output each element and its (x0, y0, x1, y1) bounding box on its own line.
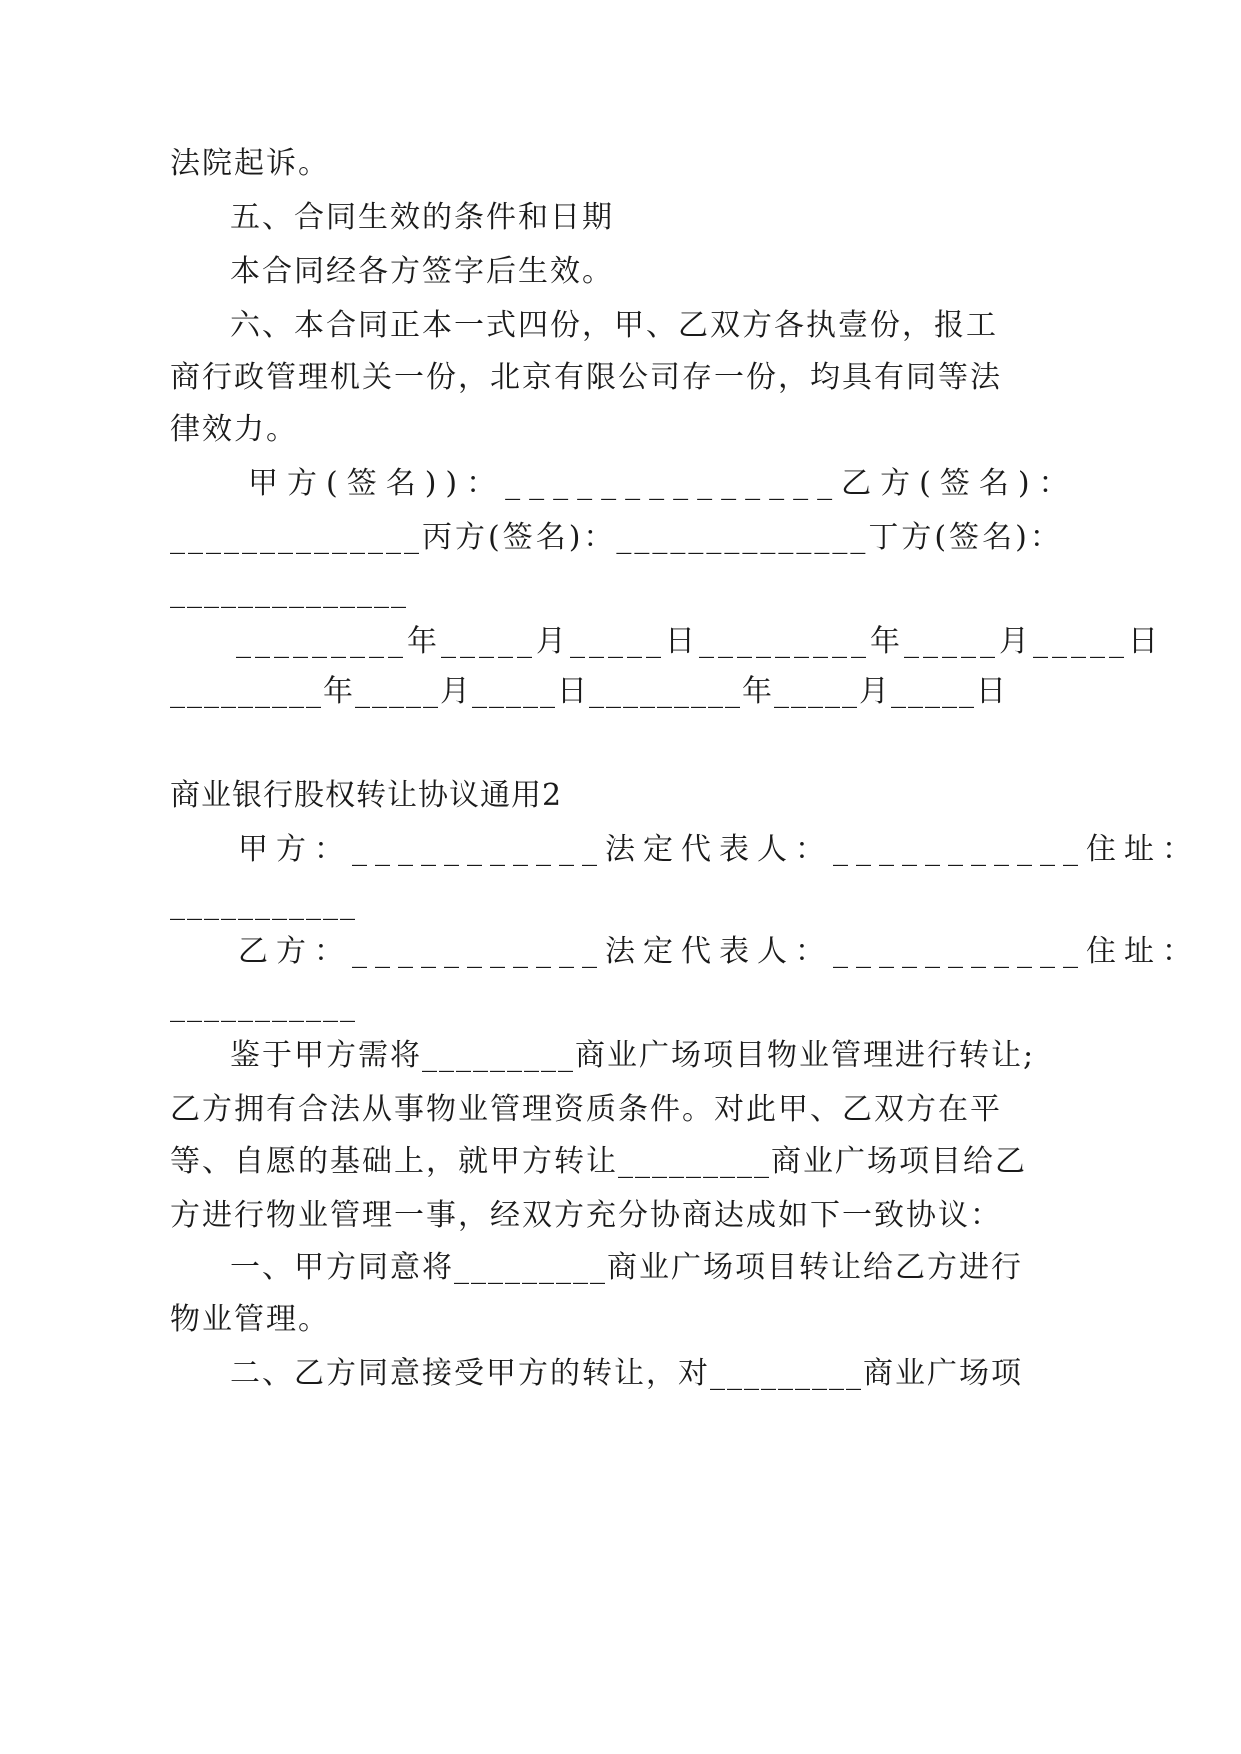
clause-1-line-1: 一、甲方同意将_________商业广场项目转让给乙方进行 (230, 1250, 1023, 1285)
clause-2-line-1: 二、乙方同意接受甲方的转让，对_________商业广场项 (230, 1356, 1023, 1391)
signature-line-2: ______________丙方(签名)：______________丁方(签名)： (170, 520, 1063, 555)
party-b-address-line: ___________ (170, 988, 357, 1023)
recital-line-3: 等、自愿的基础上，就甲方转让_________商业广场项目给乙 (170, 1144, 1027, 1179)
section-heading-5: 五、合同生效的条件和日期 (230, 200, 614, 235)
party-a-address-line: ___________ (170, 886, 357, 921)
text-line-6: 律效力。 (170, 412, 298, 447)
text-line-3: 本合同经各方签字后生效。 (230, 254, 614, 289)
section-heading-6: 六、本合同正本一式四份，甲、乙双方各执壹份，报工 (230, 308, 998, 343)
recital-line-4: 方进行物业管理一事，经双方充分协商达成如下一致协议： (170, 1198, 1002, 1233)
party-b-line: 乙方：___________法定代表人：___________住址： (238, 934, 1200, 969)
signature-line-1: 甲方(签名))：______________乙方(签名)： (248, 466, 1078, 501)
date-line-2: _________年_____月_____日_________年_____月_____日 (170, 674, 1008, 709)
text-line-5: 商行政管理机关一份，北京有限公司存一份，均具有同等法 (170, 360, 1002, 395)
party-a-line: 甲方：___________法定代表人：___________住址： (238, 832, 1200, 867)
text-line-1: 法院起诉。 (170, 146, 330, 181)
date-line-1: _________年_____月_____日_________年_____月_____日 (236, 624, 1162, 659)
signature-line-3: ______________ (170, 574, 408, 609)
recital-line-1: 鉴于甲方需将_________商业广场项目物业管理进行转让; (230, 1038, 1036, 1073)
clause-1-line-2: 物业管理。 (170, 1302, 330, 1337)
document-title: 商业银行股权转让协议通用2 (170, 778, 563, 813)
recital-line-2: 乙方拥有合法从事物业管理资质条件。对此甲、乙双方在平 (170, 1092, 1002, 1127)
